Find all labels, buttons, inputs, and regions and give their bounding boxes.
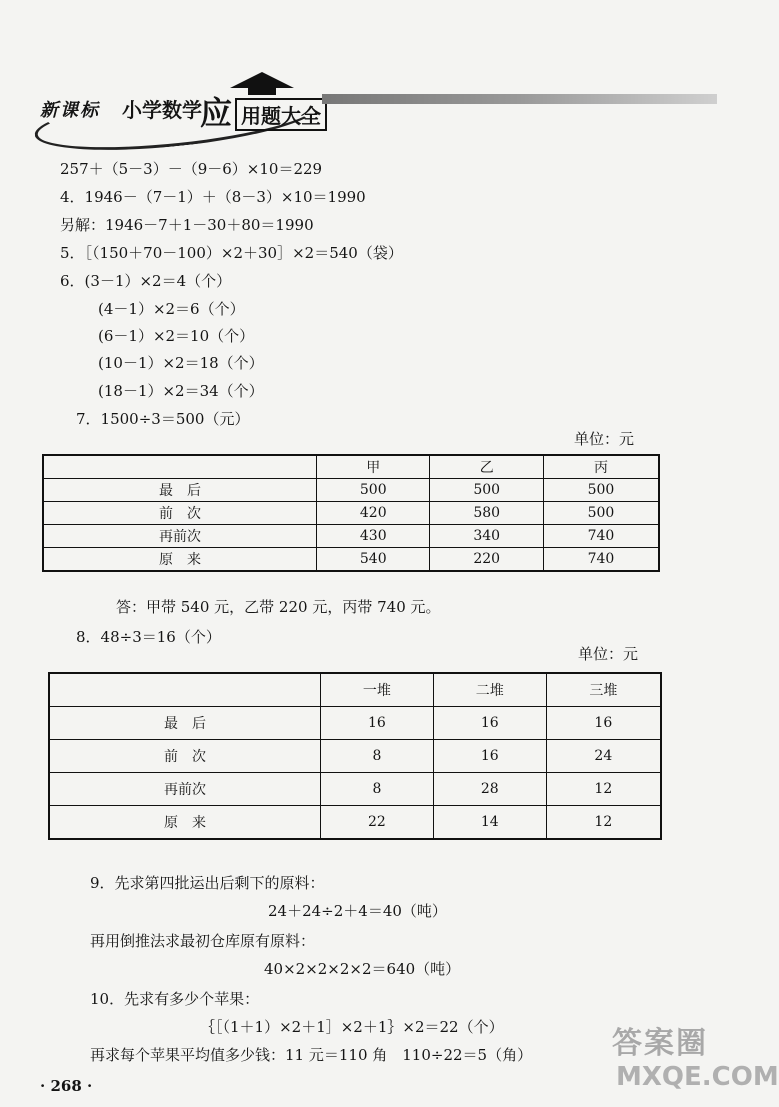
equation-line: 24＋24÷2＋4＝40（吨） [268,902,447,920]
solution-line: 10．先求有多少个苹果： [90,990,260,1008]
table-header-row [49,673,661,707]
table-cell: 16 [321,707,434,740]
table-cell: 430 [317,525,430,548]
watermark-logo [612,1018,779,1100]
page-number: · 268 · [40,1077,93,1095]
table-cell: 再前次 [43,525,317,548]
solution-line: 再用倒推法求最初仓库原有原料： [90,932,316,950]
table-header-cell: 二堆 [433,673,546,707]
solution-line: (6－1）×2＝10（个） [98,327,255,345]
table-cell: 500 [543,502,659,525]
table-row [49,707,661,740]
solution-line: 9．先求第四批运出后剩下的原料： [90,874,325,892]
table-row [43,479,659,502]
header-series: 新课标 [40,100,100,121]
table-cell: 再前次 [49,773,321,806]
table-row [49,740,661,773]
table-cell: 580 [430,502,543,525]
table-header-row [43,455,659,479]
table-cell: 340 [430,525,543,548]
table-cell: 740 [543,548,659,572]
solution-line: 再求每个苹果平均值多少钱：11 元＝110 角 110÷22＝5（角） [90,1046,533,1064]
table-cell: 420 [317,502,430,525]
header-subject: 小学数学 [122,98,202,122]
table-cell: 220 [430,548,543,572]
table-cell: 最 后 [43,479,317,502]
answer-line: 答：甲带 540 元，乙带 220 元，丙带 740 元。 [116,598,441,616]
table-cell: 8 [321,740,434,773]
table-cell: 28 [433,773,546,806]
table-cell: 500 [317,479,430,502]
table-cell: 16 [546,707,661,740]
solution-line: 4．1946－（7－1）＋（8－3）×10＝1990 [60,188,366,206]
table-cell: 原 来 [43,548,317,572]
table-header-cell: 丙 [543,455,659,479]
solution-line: 8．48÷3＝16（个） [76,628,221,646]
solution-line: (10－1）×2＝18（个） [98,354,264,372]
table-header-cell [49,673,321,707]
table-cell: 前 次 [43,502,317,525]
header-title: 用题大全 [235,98,327,131]
table-row [43,502,659,525]
table-cell: 前 次 [49,740,321,773]
table-7 [42,454,660,572]
table-cell: 12 [546,773,661,806]
table-header-cell: 甲 [317,455,430,479]
table1-unit: 单位：元 [574,430,635,448]
table-cell: 22 [321,806,434,840]
table2-unit: 单位：元 [578,645,639,663]
table-cell: 12 [546,806,661,840]
header-title-char: 应 [200,94,233,132]
table-row [43,525,659,548]
table-cell: 14 [433,806,546,840]
solution-line: (18－1）×2＝34（个） [98,382,264,400]
table-cell: 24 [546,740,661,773]
table-cell: 16 [433,740,546,773]
table-cell: 740 [543,525,659,548]
table-row [43,548,659,572]
solution-line: (4－1）×2＝6（个） [98,300,245,318]
solution-line: 7．1500÷3＝500（元） [76,410,250,428]
table-header-cell: 一堆 [321,673,434,707]
solution-line: 6．(3－1）×2＝4（个） [60,272,232,290]
solution-line: 另解：1946－7＋1－30＋80＝1990 [60,216,314,234]
equation-line: ｛［（1＋1）×2＋1］×2＋1｝×2＝22（个） [200,1018,504,1036]
table-header-cell: 乙 [430,455,543,479]
table-row [49,806,661,840]
table-cell: 500 [543,479,659,502]
table-header-cell: 三堆 [546,673,661,707]
table-header-cell [43,455,317,479]
table-8 [48,672,662,840]
solution-line: 5．［（150＋70－100）×2＋30］×2＝540（袋） [60,244,403,262]
table-cell: 16 [433,707,546,740]
solution-line: 257＋（5－3）－（9－6）×10＝229 [60,160,323,178]
header-gradient-bar [322,94,717,104]
watermark-url: MXQE.COM [616,1062,779,1092]
table-row [49,773,661,806]
table-cell: 540 [317,548,430,572]
graduation-cap-base [248,86,276,95]
table-cell: 原 来 [49,806,321,840]
watermark-text: 答案圈 [612,1026,708,1061]
table-cell: 500 [430,479,543,502]
table-cell: 最 后 [49,707,321,740]
page-header [22,72,732,142]
equation-line: 40×2×2×2×2＝640（吨） [264,960,461,978]
table-cell: 8 [321,773,434,806]
